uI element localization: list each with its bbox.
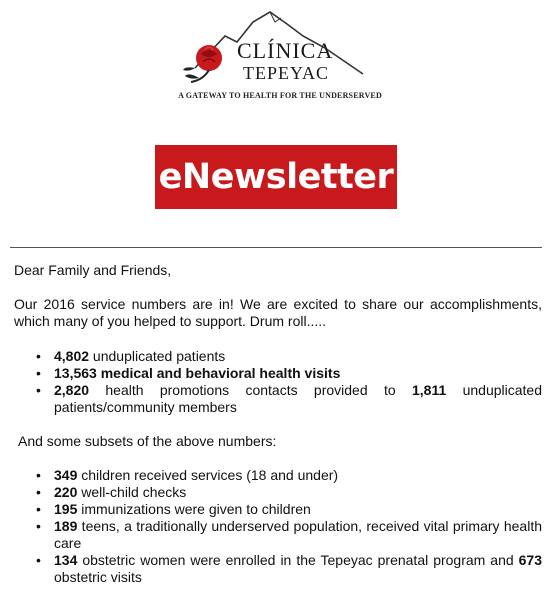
list-item bbox=[54, 382, 542, 416]
list-item bbox=[54, 467, 542, 484]
intro-paragraph: Our 2016 service numbers are in! We are excited to share our accomplishments, which many of you helped to support. Drum roll..... bbox=[14, 296, 542, 329]
list-item bbox=[54, 484, 542, 501]
stat-text: obstetric women were enrolled in the Tepeyac prenatal program and bbox=[77, 552, 519, 568]
stat-text: children received services (18 and under) bbox=[77, 467, 339, 483]
stat-value: 195 bbox=[54, 501, 78, 517]
logo-name-line1: CLÍNICA bbox=[237, 38, 334, 63]
stat-text: obstetric visits bbox=[54, 569, 142, 585]
stat-value: 13,563 medical and behavioral health visits bbox=[54, 365, 341, 381]
stat-text: health promotions contacts provided to bbox=[89, 382, 412, 398]
stat-text: immunizations were given to children bbox=[77, 501, 311, 517]
stat-value: 673 bbox=[518, 552, 542, 568]
stat-text: teens, a traditionally underserved population, received vital primary health care bbox=[54, 518, 542, 551]
stat-value: 349 bbox=[54, 467, 78, 483]
stat-text: well-child checks bbox=[77, 484, 187, 500]
clinic-logo bbox=[175, 8, 385, 100]
list-item bbox=[54, 501, 542, 518]
greeting: Dear Family and Friends, bbox=[14, 262, 172, 278]
logo-tagline: A GATEWAY TO HEALTH FOR THE UNDERSERVED bbox=[178, 91, 382, 100]
highlights-list bbox=[14, 348, 542, 416]
list-item bbox=[54, 552, 542, 586]
list-item bbox=[54, 348, 542, 365]
stat-value: 2,820 bbox=[54, 382, 90, 398]
subsets-list bbox=[14, 467, 542, 586]
newsletter-body bbox=[14, 262, 542, 586]
stat-value: 1,811 bbox=[411, 382, 447, 398]
list-item bbox=[54, 518, 542, 552]
logo-name-line2: TEPEYAC bbox=[243, 63, 330, 83]
stat-value: 4,802 bbox=[54, 348, 90, 364]
stat-text: unduplicated patients/community members bbox=[54, 382, 542, 415]
list-item bbox=[54, 365, 542, 382]
stat-value: 134 bbox=[54, 552, 78, 568]
subsets-intro: And some subsets of the above numbers: bbox=[18, 433, 277, 449]
stat-value: 220 bbox=[54, 484, 78, 500]
divider bbox=[10, 247, 542, 248]
enewsletter-banner: eNewsletter bbox=[155, 145, 397, 209]
stat-value: 189 bbox=[54, 518, 78, 534]
stat-text: unduplicated patients bbox=[89, 348, 226, 364]
